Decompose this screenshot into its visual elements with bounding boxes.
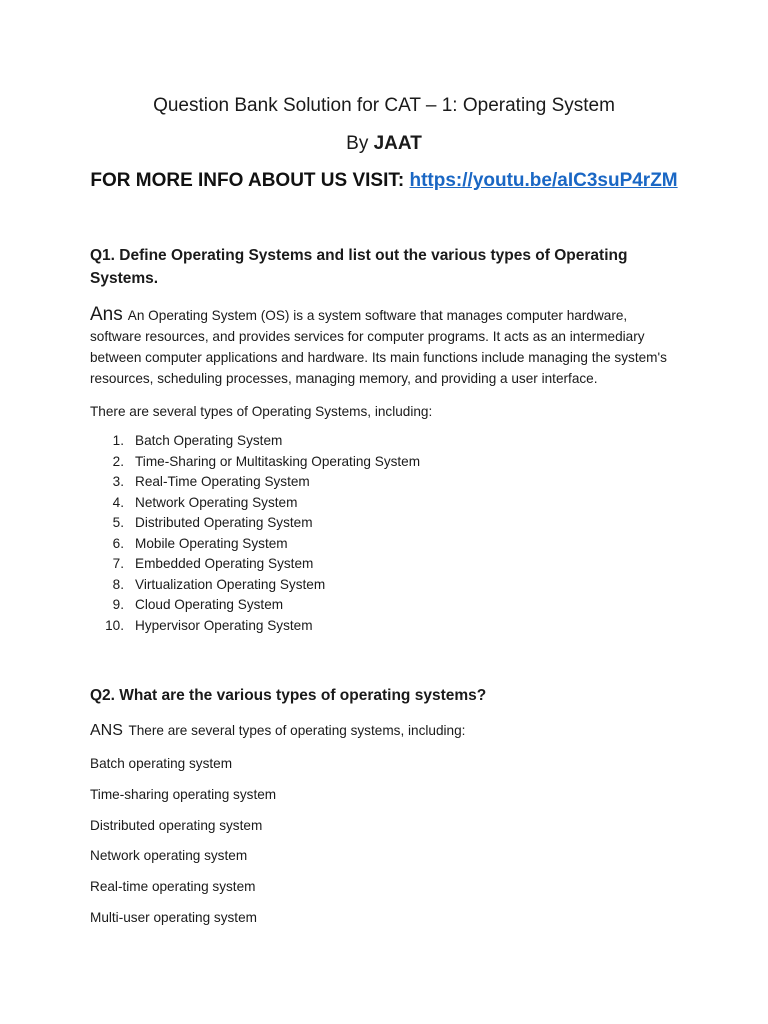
list-item-number: 5. [112,515,124,530]
list-item-number: 3. [112,474,124,489]
question-2: Q2. What are the various types of operating systems? [90,687,487,704]
list-item: Multi-user operating system [90,910,257,925]
list-item-number: 1. [112,433,124,448]
list-item [90,431,420,452]
answer-2 [90,720,680,741]
info-label: FOR MORE INFO ABOUT US VISIT: [90,170,410,191]
byline-prefix: By [346,133,374,154]
list-item [90,595,420,616]
list-item-number: 8. [112,576,124,592]
list-item-label: Network Operating System [135,494,298,510]
youtube-link[interactable]: https://youtu.be/aIC3suP4rZM [409,170,678,191]
list-item-label: Time-Sharing or Multitasking Operating System [135,453,421,469]
list-item-label: Cloud Operating System [135,597,284,612]
question-1: Q1. Define Operating Systems and list out the various types of Operating Systems. [90,247,628,287]
list-item [90,513,420,534]
list-item-label: Embedded Operating System [135,556,314,571]
document-title: Question Bank Solution for CAT – 1: Operating System [153,95,615,116]
list-item-label: Mobile Operating System [135,535,288,551]
author-name: JAAT [373,133,422,154]
list-item-number: 2. [112,453,124,469]
info-line [0,168,768,194]
types-intro: There are several types of Operating Systems, including: [90,404,433,419]
answer-1 [90,304,680,389]
list-item [90,472,420,493]
list-item: Network operating system [90,848,248,864]
list-item-number: 6. [112,535,124,551]
list-item-label: Real-Time Operating System [135,474,310,489]
list-item-number: 4. [112,494,124,510]
list-item: Real-time operating system [90,879,256,895]
byline [0,131,768,157]
list-item-number: 7. [112,556,124,571]
list-item [90,554,420,575]
list-item-number: 10. [105,617,124,633]
list-item-number: 9. [112,597,124,612]
os-types-list [90,431,420,636]
list-item: Distributed operating system [90,817,263,833]
list-item [90,575,420,596]
list-item-label: Hypervisor Operating System [135,617,313,633]
list-item [90,493,420,514]
answer-2-text: There are several types of operating systems, including: [128,723,466,738]
answer-1-text: An Operating System (OS) is a system software that manages computer hardware, software resources, and provides services for computer programs. It acts as an intermediary between computer applications and hardware. Its main functions include managing the system's resources, scheduling processes, managing memory, and providing a user interface. [90,308,667,386]
list-item: Batch operating system [90,756,233,771]
list-item: Time-sharing operating system [90,786,277,802]
list-item-label: Batch Operating System [135,433,283,448]
list-item [90,452,420,473]
list-item [90,616,420,637]
list-item [90,534,420,555]
list-item-label: Distributed Operating System [135,515,313,530]
list-item-label: Virtualization Operating System [135,576,326,592]
answer-2-label: ANS [90,722,123,739]
answer-1-label: Ans [90,304,123,325]
